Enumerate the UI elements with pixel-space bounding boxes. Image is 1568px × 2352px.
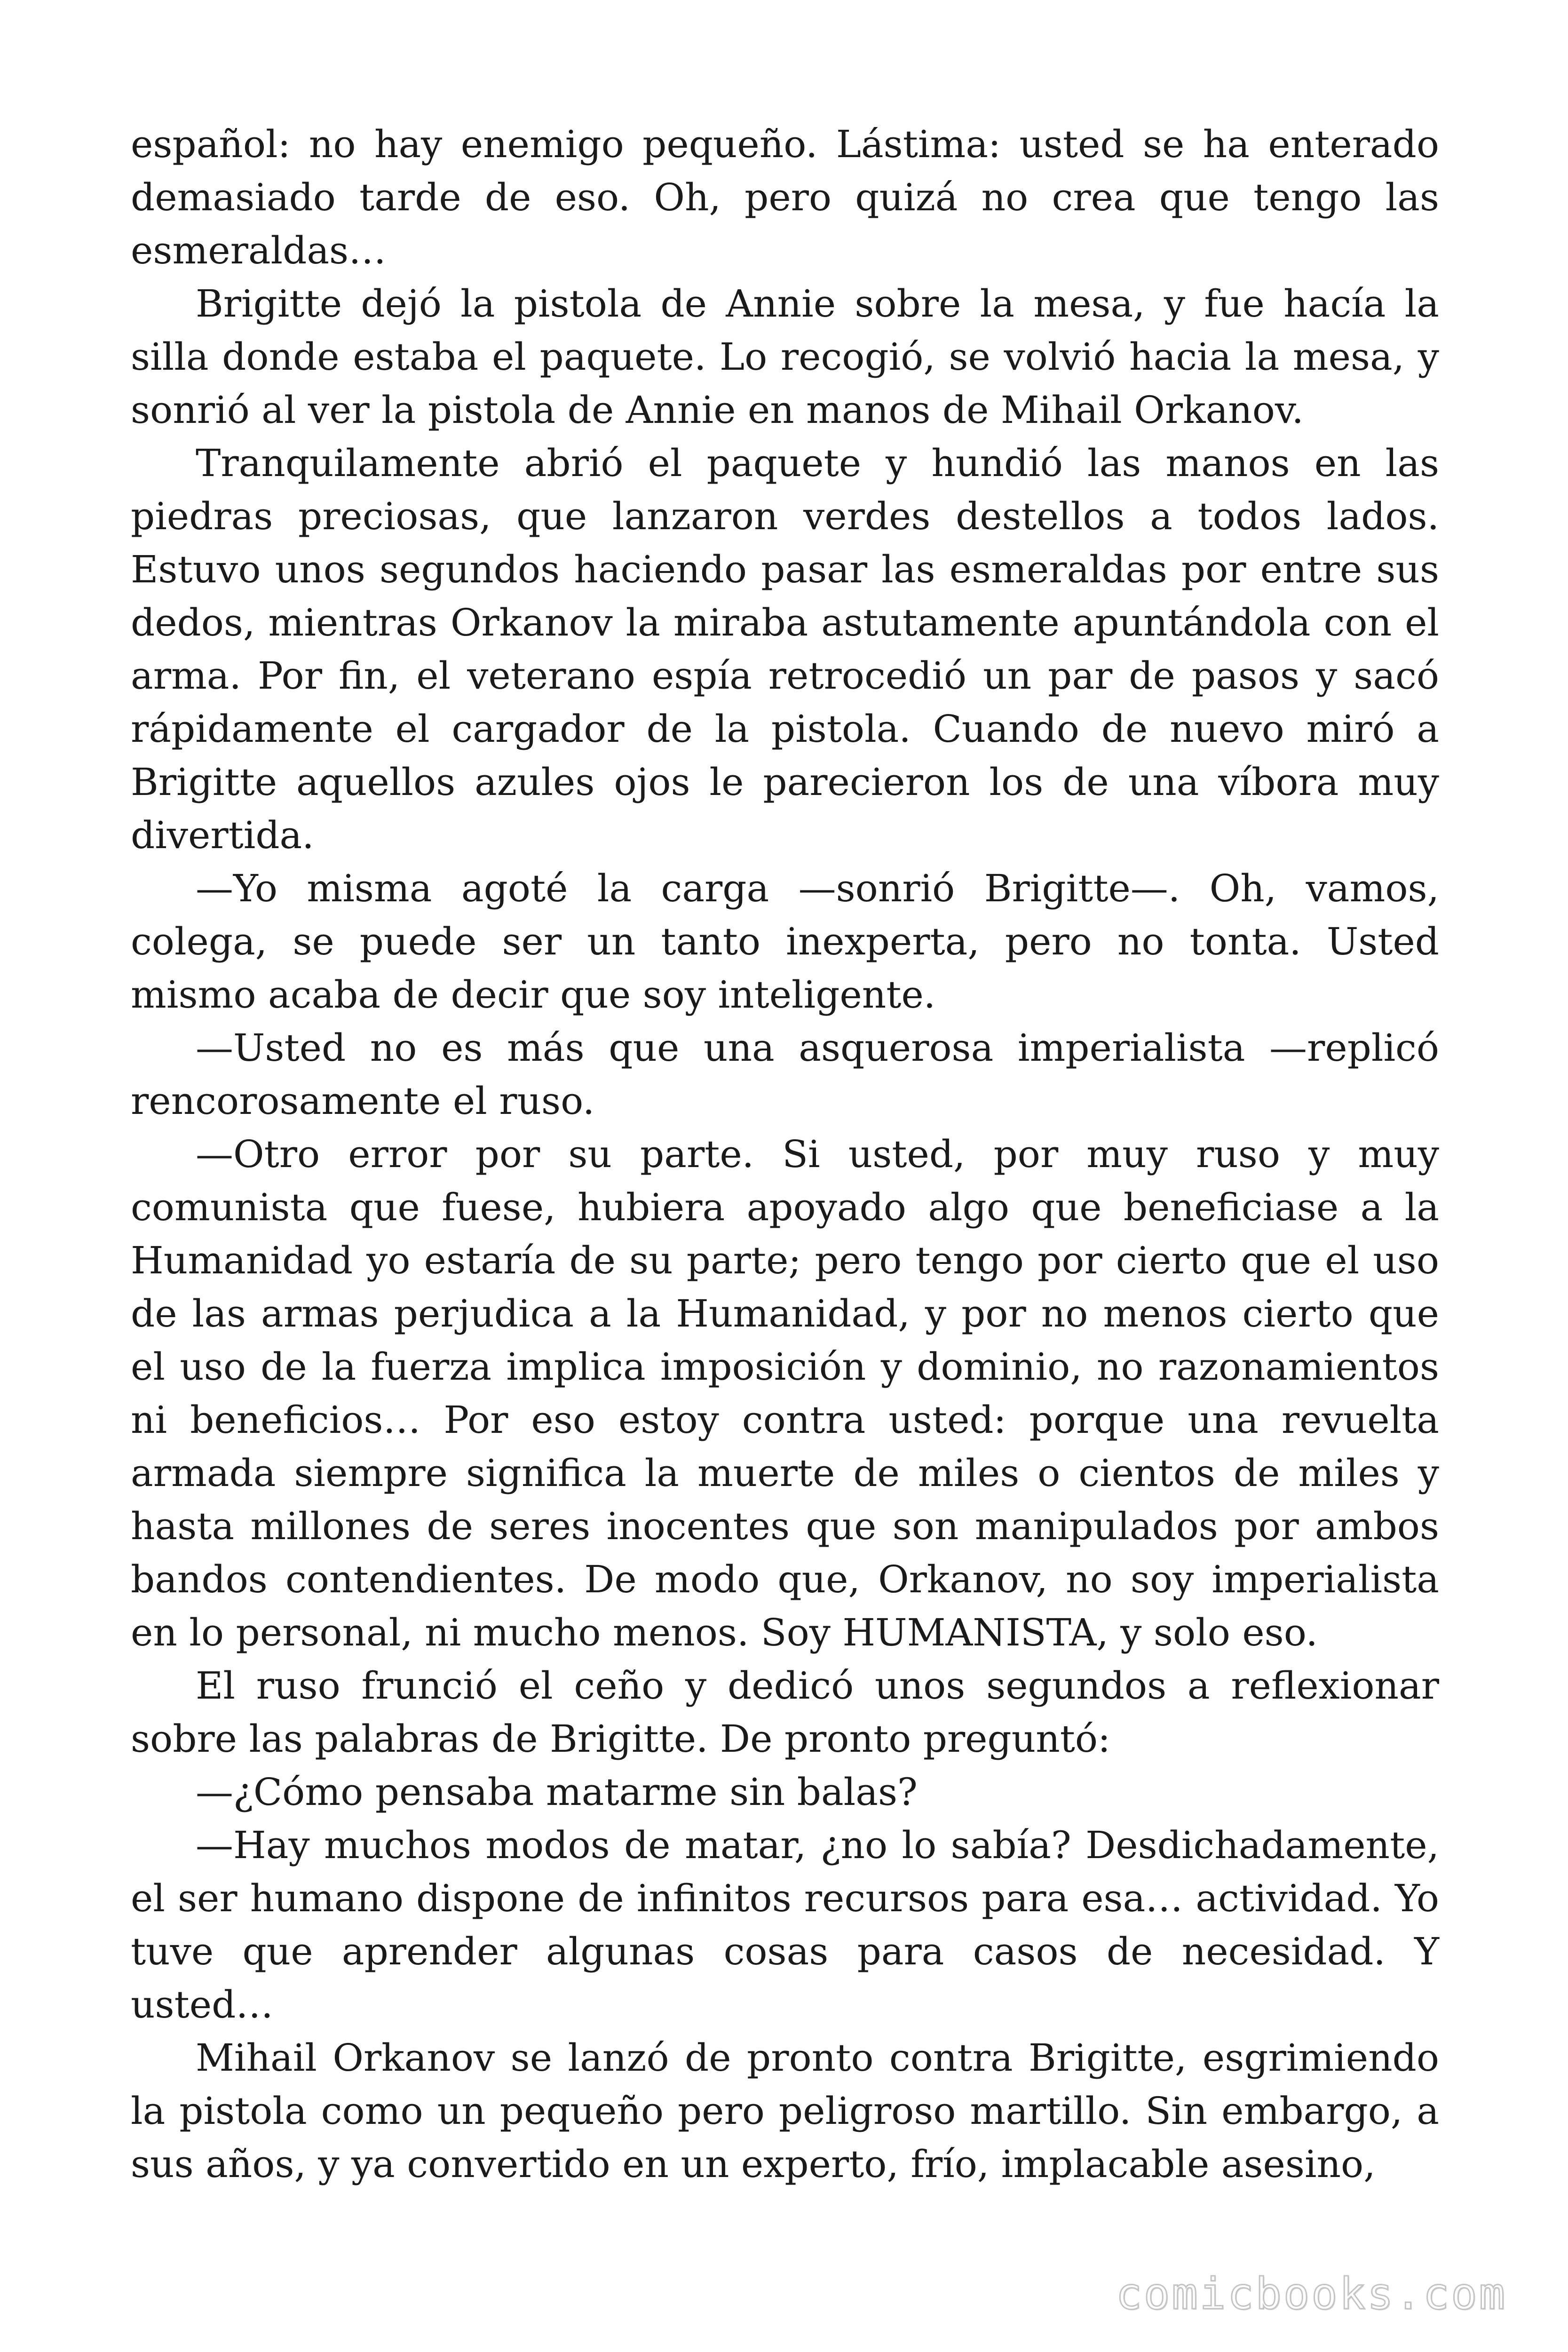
paragraph: —Usted no es más que una asquerosa imperialista —replicó rencorosamente el ruso. [131, 1026, 1439, 1123]
paragraph: —Otro error por su parte. Si usted, por muy ruso y muy comunista que fuese, hubiera apoyado algo que beneficiase a la Humanidad yo estaría de su parte; pero tengo por cierto que el uso de las armas perjudica a la Humanidad, y por no menos cierto que el uso de la fuerza implica imposición y dominio, no razonamientos ni beneficios… Por eso estoy contra usted: porque una revuelta armada siempre significa la muerte de miles o cientos de miles y hasta millones de seres inocentes que son manipulados por ambos bandos contendientes. De modo que, Orkanov, no soy imperialista en lo personal, ni mucho menos. Soy HUMANISTA, y solo eso. [131, 1132, 1439, 1654]
paragraph: Tranquilamente abrió el paquete y hundió las manos en las piedras preciosas, que lanzaron verdes destellos a todos lados. Estuvo unos segundos haciendo pasar las esmeraldas por entre sus dedos, mientras Orkanov la miraba astutamente apuntándola con el arma. Por fin, el veterano espía retrocedió un par de pasos y sacó rápidamente el cargador de la pistola. Cuando de nuevo miró a Brigitte aquellos azules ojos le parecieron los de una víbora muy divertida. [131, 441, 1439, 857]
paragraph-continuation: español: no hay enemigo pequeño. Lástima: usted se ha enterado demasiado tarde de eso. Oh, pero quizá no crea que tengo las esmeraldas… [131, 122, 1439, 272]
paragraph: —¿Cómo pensaba matarme sin balas? [196, 1770, 918, 1814]
paragraph: —Yo misma agoté la carga —sonrió Brigitte—. Oh, vamos, colega, se puede ser un tanto inexperta, pero no tonta. Usted mismo acaba de decir que soy inteligente. [131, 866, 1439, 1017]
paragraph: Brigitte dejó la pistola de Annie sobre la mesa, y fue hacía la silla donde estaba el paquete. Lo recogió, se volvió hacia la mesa, y sonrió al ver la pistola de Annie en manos de Mihail Orkanov. [131, 282, 1439, 432]
paragraph: Mihail Orkanov se lanzó de pronto contra Brigitte, esgrimiendo la pistola como un pequeño pero peligroso martillo. Sin embargo, a sus años, y ya convertido en un experto, frío, implacable asesino, [131, 2036, 1439, 2186]
page-body [131, 118, 1439, 2191]
paragraph: —Hay muchos modos de matar, ¿no lo sabía? Desdichadamente, el ser humano dispone de infinitos recursos para esa… actividad. Yo tuve que aprender algunas cosas para casos de necesidad. Y usted… [131, 1823, 1439, 2026]
paragraph: El ruso frunció el ceño y dedicó unos segundos a reflexionar sobre las palabras de Brigitte. De pronto preguntó: [131, 1664, 1439, 1761]
watermark: comicbooks.com [1116, 2269, 1507, 2319]
